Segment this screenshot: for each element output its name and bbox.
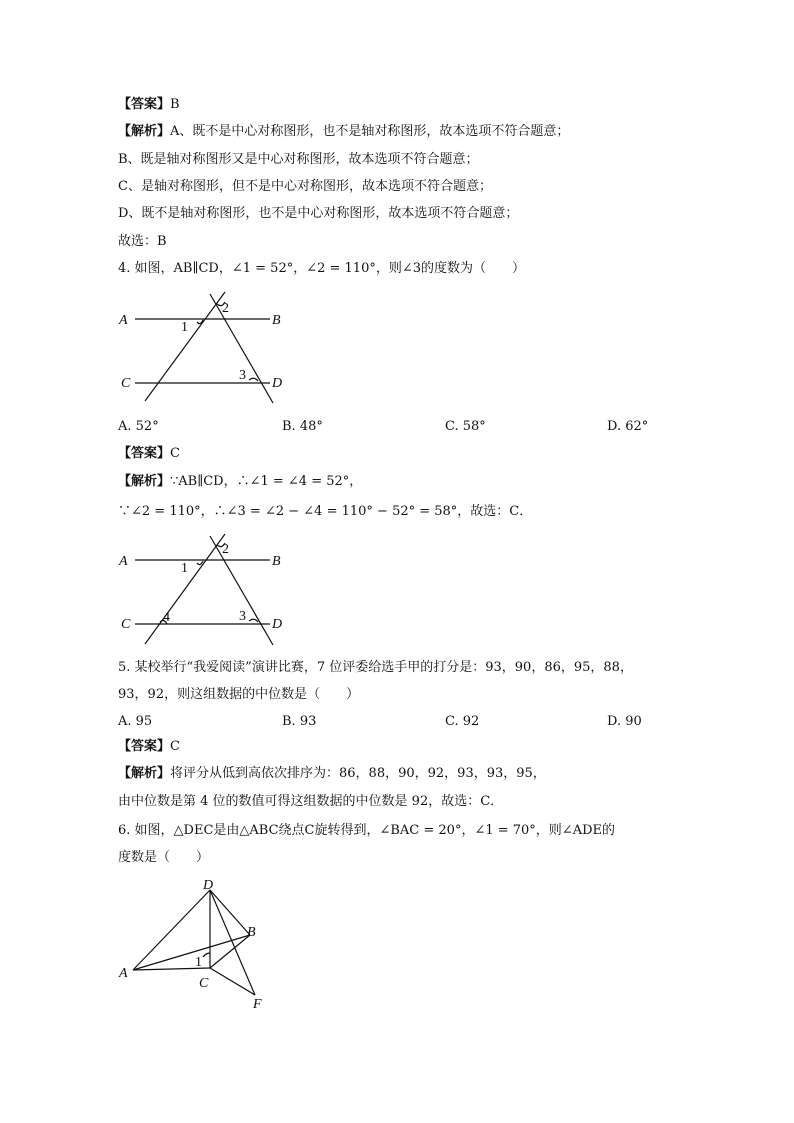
label-4: 4: [163, 610, 170, 625]
answer-value: B: [170, 97, 180, 112]
angle1-arc: [197, 561, 203, 565]
q5-option-b: B. 93: [282, 714, 317, 729]
q5-stem-line-2: 93，92，则这组数据的中位数是（ ）: [118, 687, 360, 702]
q4-option-a: A. 52°: [118, 419, 159, 434]
q5-option-c: C. 92: [445, 714, 480, 729]
q4-analysis-figure: [115, 532, 295, 647]
label-b: B: [247, 925, 256, 940]
label-a: A: [119, 313, 128, 328]
label-b: B: [272, 313, 281, 328]
analysis-text: ∵AB∥CD，∴∠1 = ∠4 = 52°，: [170, 474, 363, 489]
q5-option-d: D. 90: [607, 714, 642, 729]
angle3-arc: [249, 619, 258, 622]
q4-stem: 4. 如图，AB∥CD，∠1 = 52°，∠2 = 110°，则∠3的度数为（ ）: [118, 261, 526, 276]
label-1: 1: [181, 561, 188, 576]
q6-stem-line-2: 度数是（ ）: [118, 850, 210, 865]
label-d: D: [272, 617, 283, 632]
seg-db: [210, 890, 250, 935]
label-3: 3: [239, 368, 246, 383]
q5-answer-line: [118, 738, 180, 756]
label-2: 2: [222, 301, 229, 316]
label-f: F: [253, 997, 262, 1012]
q6-stem-line-1: 6. 如图，△DEC是由△ABC绕点C旋转得到，∠BAC = 20°，∠1 = 70°，则∠ADE的: [118, 823, 616, 838]
angle1-arc: [203, 953, 210, 957]
analysis-tag: 【解析】: [118, 766, 171, 781]
q5-stem-line-1: 5. 某校举行“我爱阅读”演讲比赛，7 位评委给选手甲的打分是：93，90，86，95，88，: [118, 660, 633, 675]
q6-figure: [115, 875, 285, 1015]
q4-answer-line: [118, 445, 180, 463]
answer-tag: 【答案】: [118, 446, 171, 461]
label-2: 2: [222, 542, 229, 557]
label-d: D: [272, 376, 283, 391]
label-a: A: [119, 966, 128, 981]
answer-tag: 【答案】: [118, 739, 171, 754]
answer-value: C: [170, 739, 180, 754]
q5-option-a: A. 95: [118, 714, 153, 729]
transversal-right: [210, 294, 273, 403]
seg-cf: [210, 968, 255, 995]
analysis-text: A、既不是中心对称图形，也不是轴对称图形，故本选项不符合题意；: [170, 124, 570, 139]
answer-tag: 【答案】: [118, 97, 171, 112]
label-1: 1: [195, 955, 202, 970]
label-c: C: [121, 617, 131, 632]
q4-analysis-line-1: [118, 473, 362, 491]
label-3: 3: [239, 609, 246, 624]
q3-analysis-line-1: [118, 123, 569, 141]
seg-cb: [210, 935, 250, 968]
q4-option-c: C. 58°: [445, 419, 486, 434]
label-c: C: [199, 976, 209, 991]
answer-value: C: [170, 446, 180, 461]
transversal-left: [145, 534, 225, 644]
label-a: A: [119, 554, 128, 569]
transversal-left: [145, 292, 225, 401]
analysis-tag: 【解析】: [118, 474, 171, 489]
label-c: C: [121, 376, 131, 391]
label-b: B: [272, 554, 281, 569]
analysis-text: 将评分从低到高依次排序为：86，88，90，92，93，93，95，: [170, 766, 546, 781]
label-d: D: [203, 878, 214, 893]
q3-choice-line: 故选：B: [118, 234, 167, 249]
q5-analysis-line-2: 由中位数是第 4 位的数值可得这组数据的中位数是 92，故选：C．: [118, 794, 504, 809]
seg-df: [210, 890, 255, 995]
q4-option-b: B. 48°: [282, 419, 323, 434]
q5-analysis-line-1: [118, 765, 546, 783]
q3-analysis-line-2: B、既是轴对称图形又是中心对称图形，故本选项不符合题意；: [118, 152, 479, 167]
q3-analysis-line-3: C、是轴对称图形，但不是中心对称图形，故本选项不符合题意；: [118, 179, 492, 194]
transversal-right: [210, 536, 273, 645]
analysis-tag: 【解析】: [118, 124, 171, 139]
q3-answer-line: [118, 96, 180, 114]
q4-figure: [115, 290, 295, 405]
label-1: 1: [181, 320, 188, 335]
q3-analysis-line-4: D、既不是轴对称图形，也不是中心对称图形，故本选项不符合题意；: [118, 206, 519, 221]
q4-analysis-line-2: ∵∠2 = 110°，∴∠3 = ∠2 − ∠4 = 110° − 52° = 58°，故选：C．: [118, 504, 533, 519]
q4-option-d: D. 62°: [607, 419, 649, 434]
angle3-arc: [249, 378, 258, 381]
